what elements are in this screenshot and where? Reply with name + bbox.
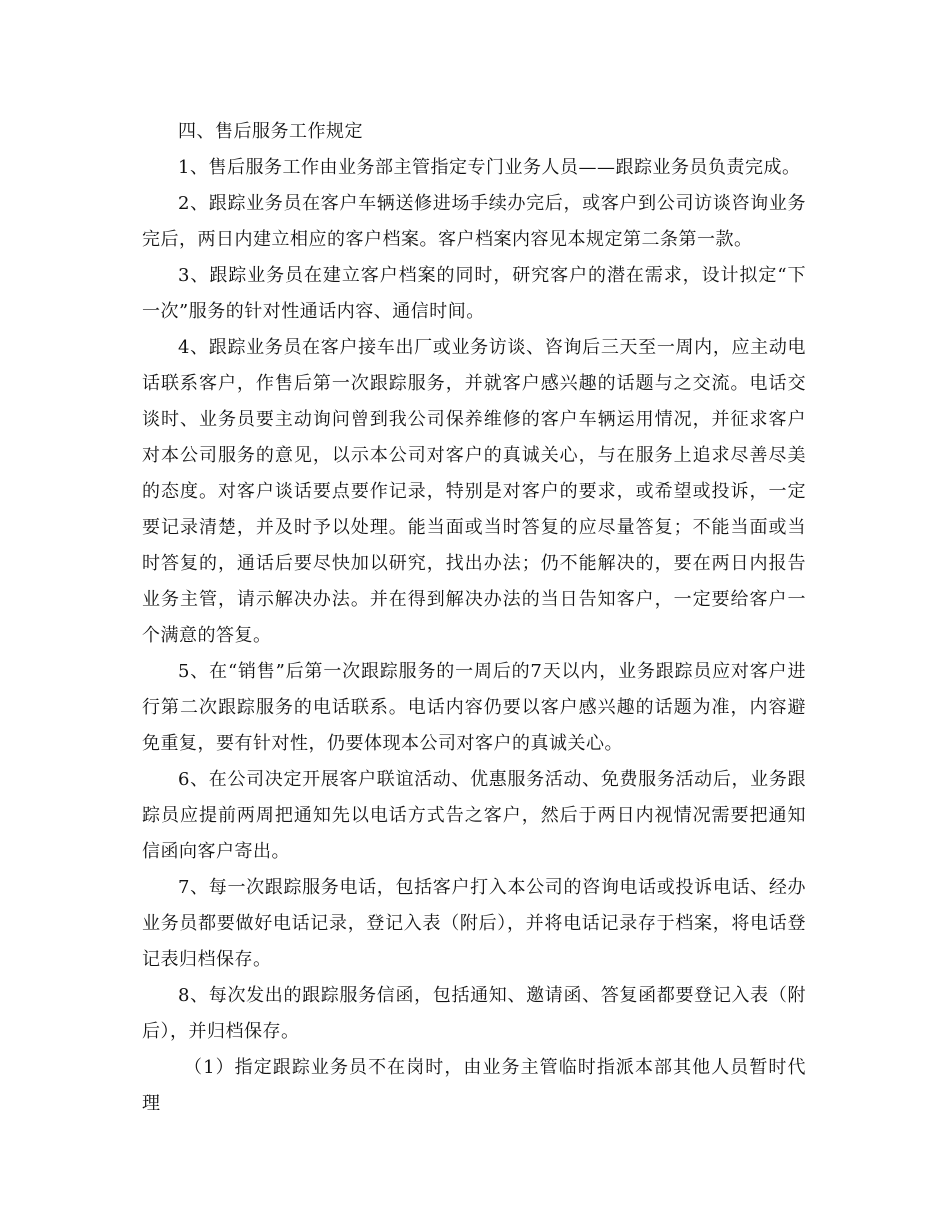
paragraph-5: 5、在“销售”后第一次跟踪服务的一周后的7天以内，业务跟踪员应对客户进行第二次跟踪服务的电话联系。电话内容仍要以客户感兴趣的话题为准，内容避免重复，要有针对性，仍要体现本公司对客户的真诚关心。 bbox=[142, 661, 806, 754]
paragraph-7: 7、每一次跟踪服务电话，包括客户打入本公司的咨询电话或投诉电话、经办业务员都要做好电话记录，登记入表（附后），并将电话记录存于档案，将电话登记表归档保存。 bbox=[142, 877, 806, 970]
paragraph-6: 6、在公司决定开展客户联谊活动、优惠服务活动、免费服务活动后，业务跟踪员应提前两周把通知先以电话方式告之客户，然后于两日内视情况需要把通知信函向客户寄出。 bbox=[142, 769, 806, 862]
paragraph-1: 1、售后服务工作由业务部主管指定专门业务人员——跟踪业务员负责完成。 bbox=[178, 157, 801, 178]
document-body bbox=[142, 114, 806, 1122]
paragraph-3: 3、跟踪业务员在建立客户档案的同时，研究客户的潜在需求，设计拟定“下一次”服务的针对性通话内容、通信时间。 bbox=[142, 265, 806, 322]
sub-item-1: （1）指定跟踪业务员不在岗时，由业务主管临时指派本部其他人员暂时代理 bbox=[142, 1057, 806, 1114]
paragraph-4: 4、跟踪业务员在客户接车出厂或业务访谈、咨询后三天至一周内，应主动电话联系客户，作售后第一次跟踪服务，并就客户感兴趣的话题与之交流。电话交谈时、业务员要主动询问曾到我公司保养维修的客户车辆运用情况，并征求客户对本公司服务的意见，以示本公司对客户的真诚关心，与在服务上追求尽善尽美的态度。对客户谈话要点要作记录，特别是对客户的要求，或希望或投诉，一定要记录清楚，并及时予以处理。能当面或当时答复的应尽量答复；不能当面或当时答复的，通话后要尽快加以研究，找出办法；仍不能解决的，要在两日内报告业务主管，请示解决办法。并在得到解决办法的当日告知客户，一定要给客户一个满意的答复。 bbox=[142, 337, 806, 646]
section-heading: 四、售后服务工作规定 bbox=[178, 121, 363, 142]
paragraph-8: 8、每次发出的跟踪服务信函，包括通知、邀请函、答复函都要登记入表（附后），并归档保存。 bbox=[142, 985, 806, 1042]
paragraph-2: 2、跟踪业务员在客户车辆送修进场手续办完后，或客户到公司访谈咨询业务完后，两日内建立相应的客户档案。客户档案内容见本规定第二条第一款。 bbox=[142, 193, 806, 250]
